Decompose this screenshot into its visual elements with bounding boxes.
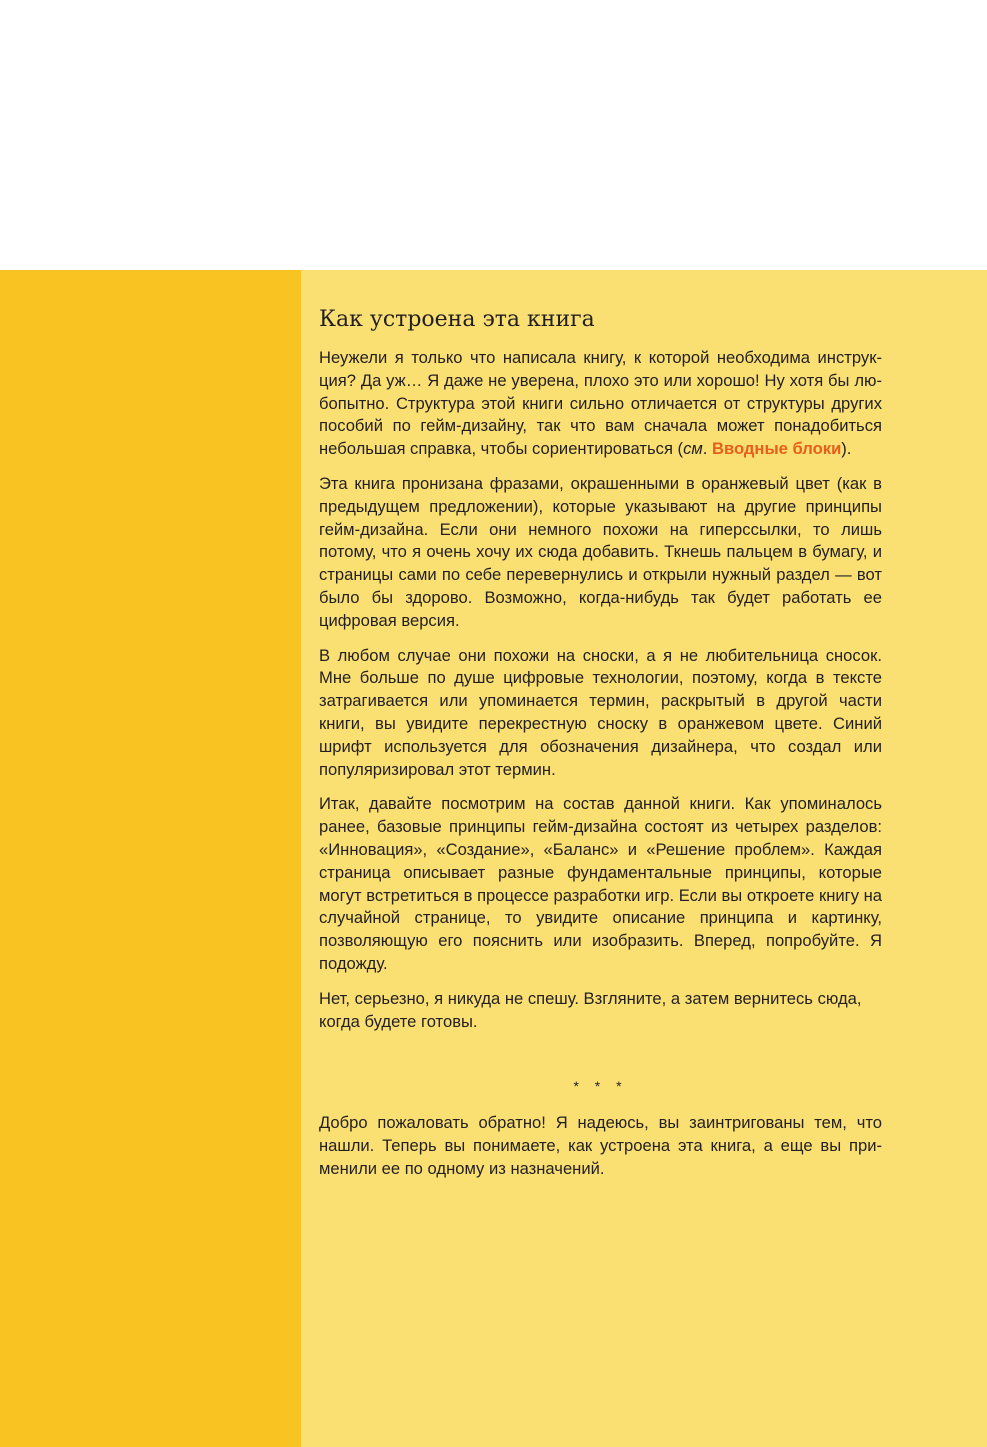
paragraph-2: Эта книга пронизана фразами, окрашенными в оранжевый цвет (как в предыдущем предложении), которые указывают на другие принципы гейм-дизайна. Если они немного похожи на гиперссылки, то лишь потому, что я очень хочу их сюда добавить. Ткнешь пальцем в бумагу, и страницы сами по себе перевернулись и открыли нужный раздел — вот было бы здорово. Возможно, когда-нибудь так будет работать ее цифровая версия. xyxy=(319,473,882,630)
paragraph-1-end: ). xyxy=(841,439,852,459)
paragraph-1 xyxy=(319,347,882,461)
paragraph-4: Итак, давайте посмотрим на состав данной книги. Как упоминалось ранее, базовые принципы гейм-дизайна состоят из четырех разделов: «Инновация», «Создание», «Баланс» и «Решение проблем». Каждая страница описывает разные фундаментальные принципы, которые могут встретиться в процессе разработки игр. Если вы откроете книгу на случайной странице, то увидите описание принципа и картинку, позволяющую его пояснить или изобразить. Вперед, попробуйте. Я подожду. xyxy=(319,794,882,973)
section-content xyxy=(319,305,882,1193)
left-yellow-band xyxy=(0,270,301,1447)
see-abbreviation: см xyxy=(683,439,703,459)
paragraph-3: В любом случае они похожи на сноски, а я не любительница сносок. Мне больше по душе цифровые технологии, поэтому, когда в тексте затрагивается или упоминается термин, раскрытый в другой части книги, вы увидите перекрестную сноску в оранжевом цвете. Синий шрифт используется для обозначения дизайнера, что создал или популяризировал этот термин. xyxy=(319,645,882,779)
paragraph-6: Добро пожаловать обратно! Я надеюсь, вы заинтригованы тем, что нашли. Теперь вы понимаете, как устроена эта книга, а еще вы применили ее по одному из назначений. xyxy=(319,1113,882,1178)
section-title: Как устроена эта книга xyxy=(319,307,595,332)
paragraph-5: Нет, серьезно, я никуда не спешу. Взгляните, а затем вернитесь сюда, когда будете готовы. xyxy=(319,988,862,1031)
cross-reference-link[interactable]: Вводные блоки xyxy=(712,439,842,459)
paragraph-1-text: Неужели я только что написала книгу, к которой необходима инструкция? Да уж… Я даже не уверена, плохо это или хорошо! Ну хотя бы любопытно. Структура этой книги сильно отличается от структуры других пособий по гейм-дизайну, так что вам сначала может понадобиться небольшая справка, чтобы сориентироваться ( xyxy=(319,348,882,459)
section-separator: * * * xyxy=(573,1078,628,1095)
see-dot: . xyxy=(702,439,713,459)
